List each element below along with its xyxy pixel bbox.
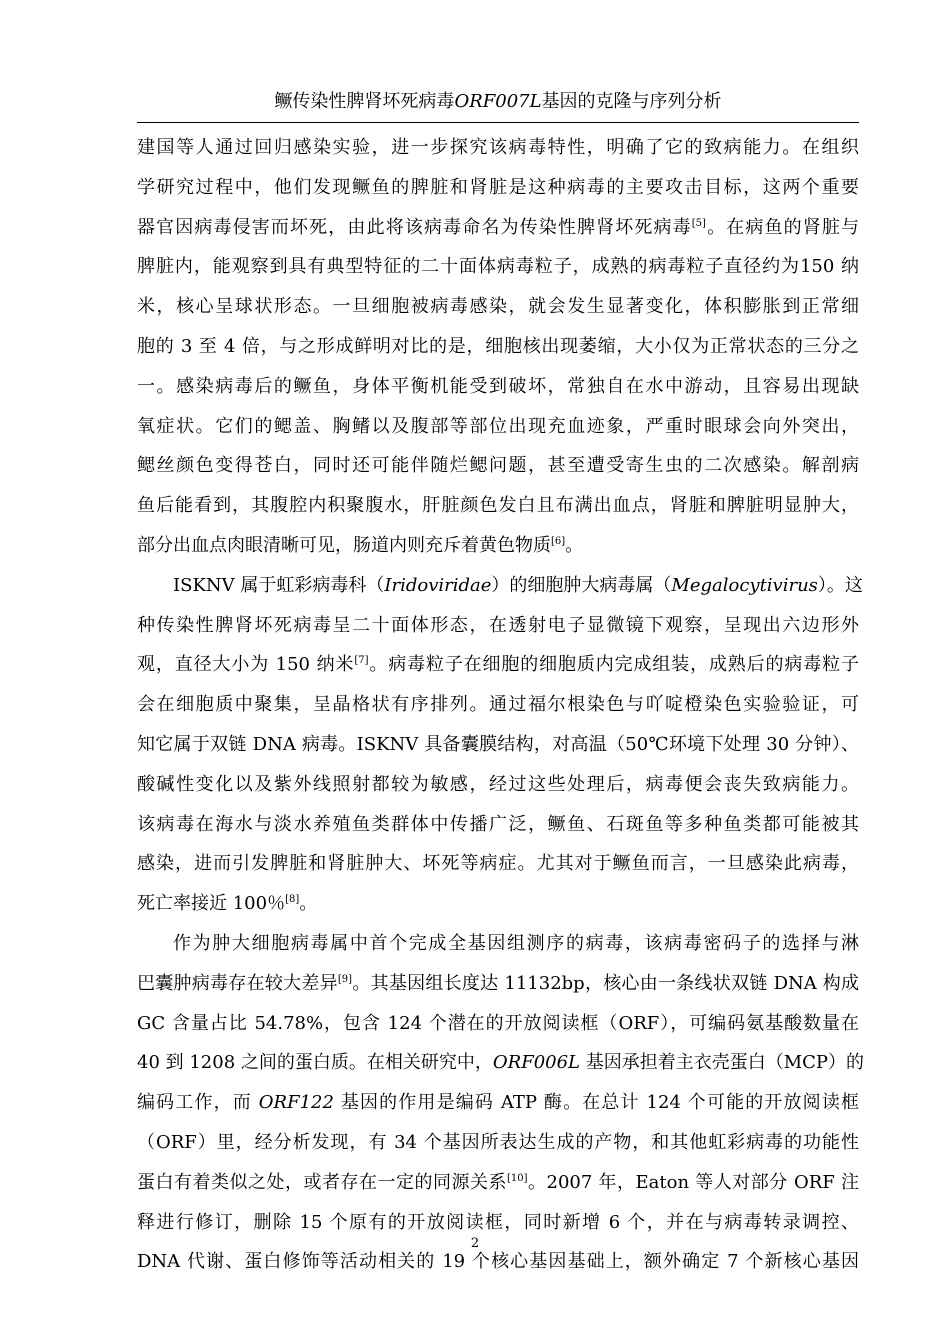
paragraph-1: [137, 128, 859, 566]
page-number: 2: [470, 1236, 480, 1251]
running-header: [137, 82, 859, 123]
text-line: 死亡率接近 100％[8]。: [137, 893, 318, 915]
text-line: 氧症状。它们的鳃盖、胸鳍以及腹部等部位出现充血迹象，严重时眼球会向外突出，: [137, 415, 859, 437]
text-line: 蛋白有着类似之处，或者存在一定的同源关系[10]。2007 年，Eaton 等人对部分 ORF 注: [137, 1171, 860, 1193]
text-line: 感染，进而引发脾脏和肾脏肿大、坏死等病症。尤其对于鳜鱼而言，一旦感染此病毒，: [137, 853, 859, 875]
text-line: GC 含量占比 54.78%，包含 124 个潜在的开放阅读框（ORF），可编码氨基酸数量在: [137, 1012, 859, 1034]
text-line: 学研究过程中，他们发现鳜鱼的脾脏和肾脏是这种病毒的主要攻击目标，这两个重要: [137, 176, 859, 198]
text-line: 脾脏内，能观察到具有典型特征的二十面体病毒粒子，成熟的病毒粒子直径约为150 纳: [137, 256, 859, 278]
paragraph-2: [137, 566, 863, 924]
citation-ref: [6]: [551, 535, 566, 547]
text-line: 观，直径大小为 150 纳米[7]。病毒粒子在细胞的细胞质内完成组装，成熟后的病毒粒子: [137, 654, 859, 676]
text-line: 鳃丝颜色变得苍白，同时还可能伴随烂鳃问题，甚至遭受寄生虫的二次感染。解剖病: [137, 455, 859, 477]
citation-ref: [7]: [354, 655, 369, 667]
text-line: 释进行修订，删除 15 个原有的开放阅读框，同时新增 6 个，并在与病毒转录调控、: [137, 1211, 859, 1233]
text-line: ISKNV 属于虹彩病毒科（Iridoviridae）的细胞肿大病毒属（Megalocytivirus）。这: [173, 574, 863, 596]
text-line: 知它属于双链 DNA 病毒。ISKNV 具备囊膜结构，对高温（50℃环境下处理 30 分钟）、: [137, 733, 859, 755]
text-line: DNA 代谢、蛋白修饰等活动相关的 19 个核心基因基础上，额外确定 7 个新核心基因: [137, 1251, 859, 1273]
family-name: Iridoviridae: [384, 574, 492, 596]
text-line: 巴囊肿病毒存在较大差异[9]。其基因组长度达 11132bp，核心由一条线状双链 DNA 构成: [137, 972, 860, 994]
text-line: 会在细胞质中聚集，呈晶格状有序排列。通过福尔根染色与吖啶橙染色实验验证，可: [137, 694, 859, 716]
text-line: 作为肿大细胞病毒属中首个完成全基因组测序的病毒，该病毒密码子的选择与淋: [173, 932, 859, 954]
text-line: 40 到 1208 之间的蛋白质。在相关研究中，ORF006L 基因承担着主衣壳蛋白（MCP）的: [137, 1052, 865, 1074]
text-line: 部分出血点肉眼清晰可见，肠道内则充斥着黄色物质[6]。: [137, 534, 584, 556]
text-line: 该病毒在海水与淡水养殖鱼类群体中传播广泛，鳜鱼、石斑鱼等多种鱼类都可能被其: [137, 813, 859, 835]
header-title-post: 基因的克隆与序列分析: [541, 91, 722, 112]
text-line: 米，核心呈球状形态。一旦细胞被病毒感染，就会发生显著变化，体积膨胀到正常细: [137, 296, 859, 318]
genus-name: Megalocytivirus: [671, 574, 818, 596]
text-line: 种传染性脾肾坏死病毒呈二十面体形态，在透射电子显微镜下观察，呈现出六边形外: [137, 614, 859, 636]
gene-name: ORF006L: [492, 1052, 580, 1074]
citation-ref: [5]: [691, 217, 706, 229]
body-text: [137, 128, 865, 1282]
text-line: 胞的 3 至 4 倍，与之形成鲜明对比的是，细胞核出现萎缩，大小仅为正常状态的三分之: [137, 335, 859, 357]
paragraph-3: [137, 924, 865, 1282]
text-line: 器官因病毒侵害而坏死，由此将该病毒命名为传染性脾肾坏死病毒[5]。在病鱼的肾脏与: [137, 216, 859, 238]
citation-ref: [8]: [285, 894, 300, 906]
text-line: 酸碱性变化以及紫外线照射都较为敏感，经过这些处理后，病毒便会丧失致病能力。: [137, 773, 859, 795]
citation-ref: [9]: [337, 973, 353, 985]
text-line: （ORF）里，经分析发现，有 34 个基因所表达生成的产物，和其他虹彩病毒的功能性: [137, 1131, 859, 1153]
gene-name: ORF122: [258, 1092, 334, 1114]
header-title-gene: ORF007L: [454, 91, 542, 112]
text-line: 鱼后能看到，其腹腔内积聚腹水，肝脏颜色发白且布满出血点，肾脏和脾脏明显肿大，: [137, 495, 859, 517]
text-line: 一。感染病毒后的鳜鱼，身体平衡机能受到破坏，常独自在水中游动，且容易出现缺: [137, 375, 859, 397]
header-title-pre: 鳜传染性脾肾坏死病毒: [274, 91, 455, 112]
citation-ref: [10]: [506, 1172, 528, 1184]
text-line: 编码工作，而 ORF122 基因的作用是编码 ATP 酶。在总计 124 个可能的开放阅读框: [137, 1092, 859, 1114]
text-line: 建国等人通过回归感染实验，进一步探究该病毒特性，明确了它的致病能力。在组织: [137, 137, 859, 158]
